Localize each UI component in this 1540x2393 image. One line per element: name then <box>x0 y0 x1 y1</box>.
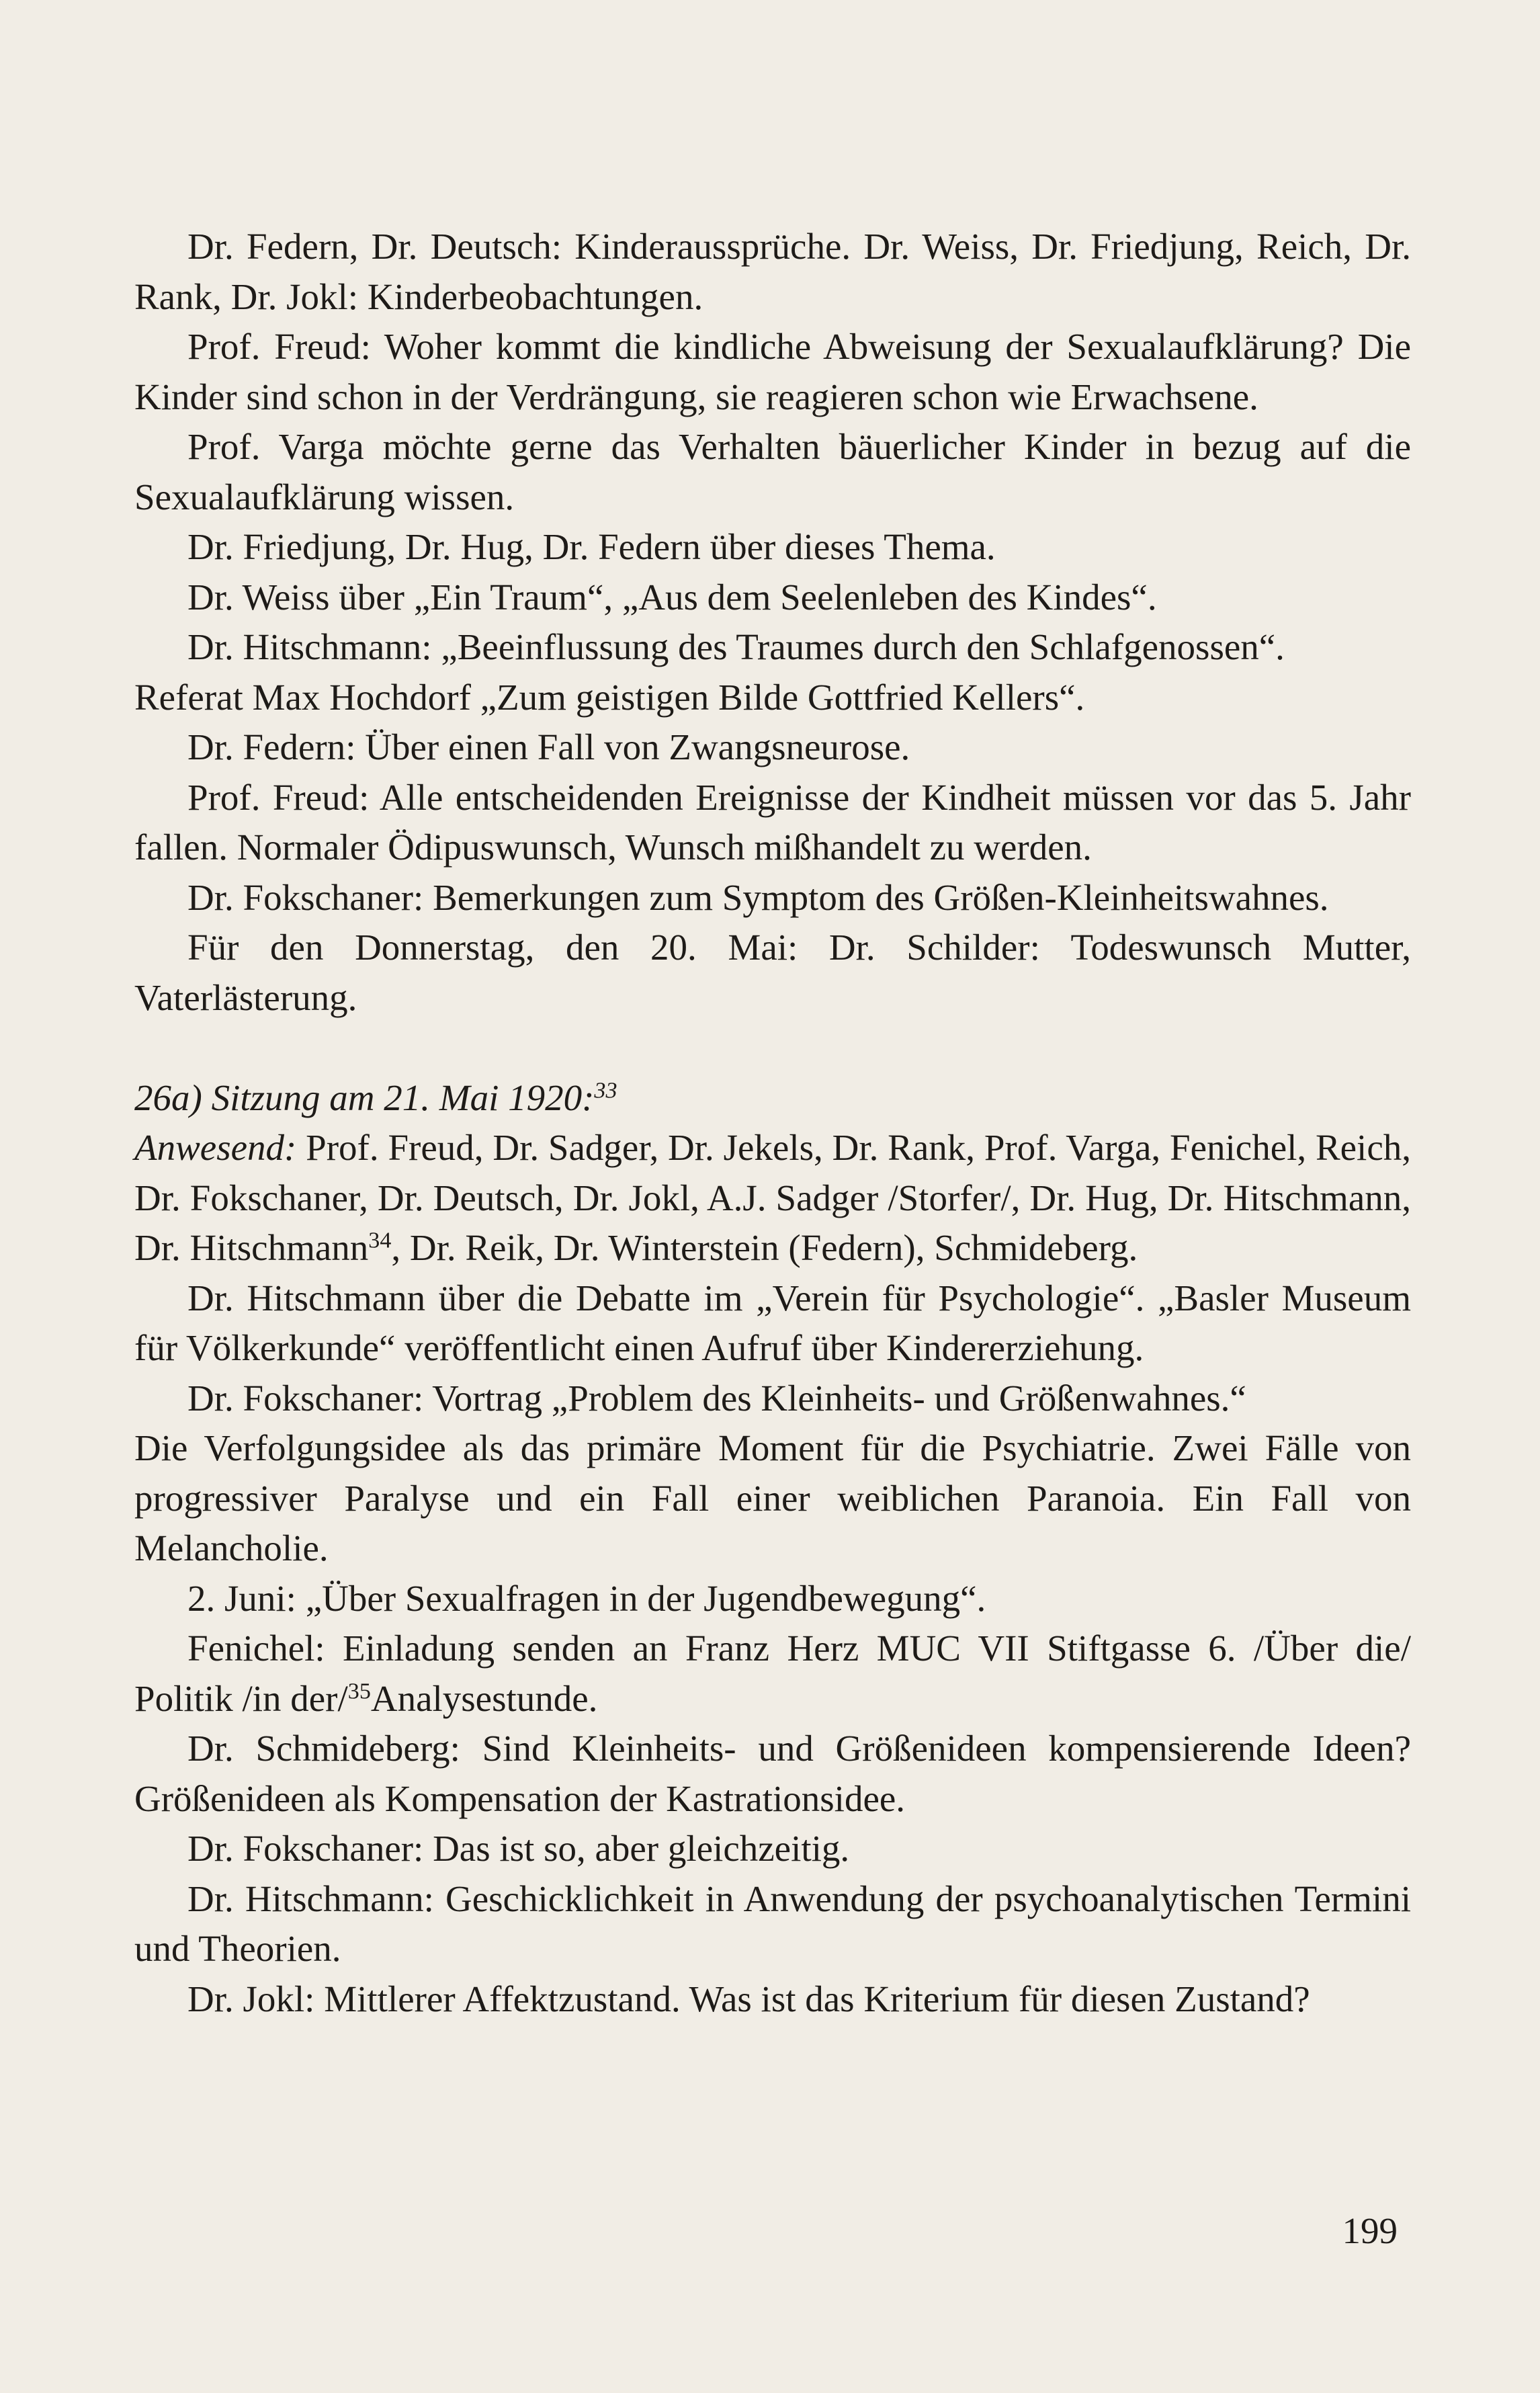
paragraph: Referat Max Hochdorf „Zum geistigen Bilde Gottfried Kellers“. <box>134 676 1085 718</box>
paragraph: Dr. Fokschaner: Das ist so, aber gleichzeitig. <box>187 1828 850 1869</box>
present-label: Anwesend: <box>134 1127 297 1168</box>
footnote-ref: 34 <box>368 1228 392 1253</box>
paragraph <box>134 1624 1411 1724</box>
paragraph: Dr. Jokl: Mittlerer Affektzustand. Was ist das Kriterium für diesen Zustand? <box>187 1978 1310 2019</box>
paragraph: Die Verfolgungsidee als das primäre Moment für die Psychiatrie. Zwei Fälle von progressiver Paralyse und ein Fall einer weiblichen Paranoia. Ein Fall von Melancholie. <box>134 1427 1411 1568</box>
paragraph: Für den Donnerstag, den 20. Mai: Dr. Schilder: Todeswunsch Mutter, Vaterlästerung. <box>134 927 1411 1018</box>
page-number: 199 <box>1342 2210 1398 2251</box>
attendance-list <box>134 1123 1411 1273</box>
page-body <box>134 222 1411 2024</box>
section-spacer <box>134 1023 1411 1073</box>
paragraph: Dr. Hitschmann: „Beeinflussung des Traumes durch den Schlafgenossen“. <box>187 626 1285 667</box>
footnote-ref: 35 <box>347 1678 371 1704</box>
paragraph: Dr. Weiss über „Ein Traum“, „Aus dem Seelenleben des Kindes“. <box>187 576 1157 618</box>
paragraph: Dr. Schmideberg: Sind Kleinheits- und Größenideen kompensierende Ideen? Größenideen als Kompensation der Kastrationsidee. <box>134 1728 1411 1819</box>
paragraph: Dr. Fokschaner: Vortrag „Problem des Kleinheits- und Größenwahnes.“ <box>187 1377 1246 1419</box>
paragraph: Dr. Federn: Über einen Fall von Zwangsneurose. <box>187 726 910 767</box>
paragraph: Dr. Fokschaner: Bemerkungen zum Symptom des Größen-Kleinheitswahnes. <box>187 876 1329 918</box>
session-heading-text: 26a) Sitzung am 21. Mai 1920: <box>134 1077 595 1118</box>
paragraph: Prof. Freud: Woher kommt die kindliche Abweisung der Sexualaufklärung? Die Kinder sind schon in der Verdrängung, sie reagieren schon wie Erwachsene. <box>134 326 1411 417</box>
present-names: Prof. Freud, Dr. Sadger, Dr. Jekels, Dr. Rank, Prof. Varga, Fenichel, Reich, Dr. Fokschaner, Dr. Deutsch, Dr. Jokl, A.J. Sadger /Storfer/, Dr. Hug, Dr. Hitschmann, Dr. Hitschmann <box>134 1127 1411 1268</box>
present-names-continued: , Dr. Reik, Dr. Winterstein (Federn), Schmideberg. <box>391 1227 1138 1268</box>
paragraph: Dr. Hitschmann: Geschicklichkeit in Anwendung der psychoanalytischen Termini und Theorien. <box>134 1878 1411 1969</box>
fenichel-text: Fenichel: Einladung senden an Franz Herz MUC VII Stiftgasse 6. /Über die/ Politik /in der/ <box>134 1628 1411 1719</box>
session-heading <box>134 1073 1411 1124</box>
paragraph: Prof. Varga möchte gerne das Verhalten bäuerlicher Kinder in bezug auf die Sexualaufklärung wissen. <box>134 426 1411 517</box>
paragraph: 2. Juni: „Über Sexualfragen in der Jugendbewegung“. <box>187 1577 986 1619</box>
paragraph: Dr. Federn, Dr. Deutsch: Kinderaussprüche. Dr. Weiss, Dr. Friedjung, Reich, Dr. Rank, Dr. Jokl: Kinderbeobachtungen. <box>134 226 1411 317</box>
paragraph: Dr. Friedjung, Dr. Hug, Dr. Federn über dieses Thema. <box>187 526 996 567</box>
paragraph: Prof. Freud: Alle entscheidenden Ereignisse der Kindheit müssen vor das 5. Jahr fallen. Normaler Ödipuswunsch, Wunsch mißhandelt zu werden. <box>134 776 1411 868</box>
fenichel-text-continued: Analysestunde. <box>370 1677 598 1719</box>
footnote-ref: 33 <box>594 1077 617 1103</box>
paragraph: Dr. Hitschmann über die Debatte im „Verein für Psychologie“. „Basler Museum für Völkerkunde“ veröffentlicht einen Aufruf über Kindererziehung. <box>134 1277 1411 1368</box>
